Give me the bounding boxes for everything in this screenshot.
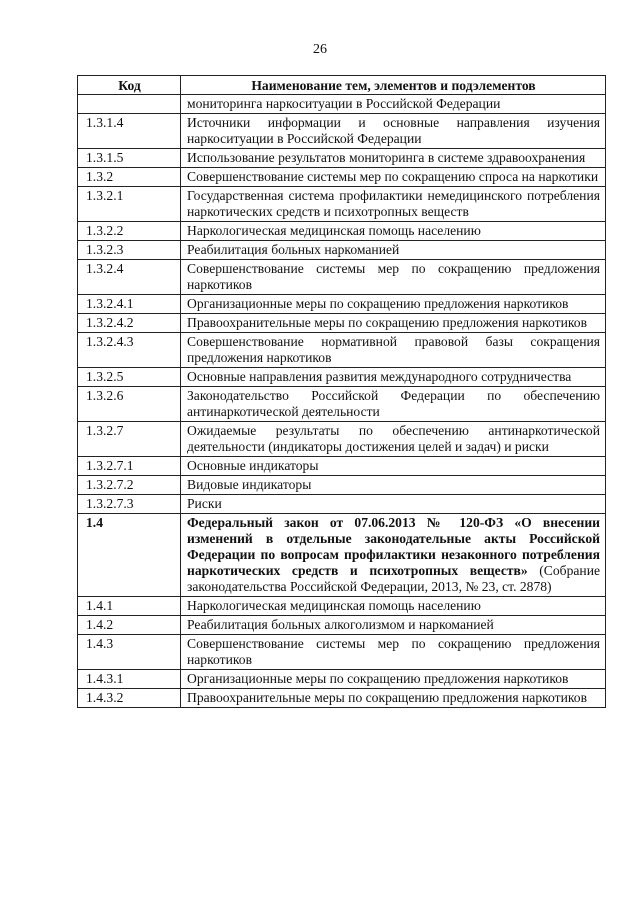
table-cell-code: 1.4 — [78, 514, 181, 597]
table-row — [78, 295, 606, 314]
table-cell-code: 1.3.2.7.3 — [78, 495, 181, 514]
law-source: (Собрание законодательства Российской Федерации, 2013, № 23, ст. 2878) — [187, 563, 601, 594]
table-cell-code: 1.3.2.4.1 — [78, 295, 181, 314]
table-cell-code: 1.3.1.5 — [78, 149, 181, 168]
table-cell-name: Видовые индикаторы — [181, 476, 606, 495]
table-cell-name: Риски — [181, 495, 606, 514]
table-row — [78, 616, 606, 635]
table-row — [78, 149, 606, 168]
table-row — [78, 168, 606, 187]
table-row — [78, 457, 606, 476]
table-cell-name — [181, 514, 606, 597]
table-row — [78, 260, 606, 295]
table-row — [78, 670, 606, 689]
table-cell-name: Совершенствование системы мер по сокращению спроса на наркотики — [181, 168, 606, 187]
table-cell-code: 1.3.2.7.2 — [78, 476, 181, 495]
table-cell-name: Реабилитация больных алкоголизмом и наркоманией — [181, 616, 606, 635]
table-cell-name: Реабилитация больных наркоманией — [181, 241, 606, 260]
table-row — [78, 114, 606, 149]
table-cell-name: Правоохранительные меры по сокращению предложения наркотиков — [181, 689, 606, 708]
table-cell-code: 1.4.3.1 — [78, 670, 181, 689]
table-cell-name: Основные направления развития международного сотрудничества — [181, 368, 606, 387]
table-cell-code: 1.4.1 — [78, 597, 181, 616]
law-row — [78, 514, 606, 597]
table-cell-code: 1.3.2.4.3 — [78, 333, 181, 368]
table-cell-code: 1.4.2 — [78, 616, 181, 635]
table-cell-name: Правоохранительные меры по сокращению предложения наркотиков — [181, 314, 606, 333]
table-row — [78, 333, 606, 368]
name-column-header: Наименование тем, элементов и подэлементов — [181, 76, 606, 95]
table-cell-name: Основные индикаторы — [181, 457, 606, 476]
table-row — [78, 597, 606, 616]
table-cell-name: Законодательство Российской Федерации по обеспечению антинаркотической деятельности — [181, 387, 606, 422]
table-cell-code: 1.4.3 — [78, 635, 181, 670]
code-column-header: Код — [78, 76, 181, 95]
table-cell-code — [78, 95, 181, 114]
table-row — [78, 368, 606, 387]
table-row — [78, 187, 606, 222]
table-row — [78, 476, 606, 495]
topics-table — [77, 75, 606, 708]
table-cell-name: Совершенствование системы мер по сокращению предложения наркотиков — [181, 635, 606, 670]
table-cell-code: 1.3.1.4 — [78, 114, 181, 149]
table-cell-code: 1.3.2.4 — [78, 260, 181, 295]
table-header-row — [78, 76, 606, 95]
table-cell-code: 1.4.3.2 — [78, 689, 181, 708]
table-cell-name: Организационные меры по сокращению предложения наркотиков — [181, 670, 606, 689]
table-cell-name: Использование результатов мониторинга в системе здравоохранения — [181, 149, 606, 168]
table-cell-name: Наркологическая медицинская помощь населению — [181, 597, 606, 616]
law-title: Федеральный закон от 07.06.2013 № 120-ФЗ «О внесении изменений в отдельные законодательные акты Российской Федерации по вопросам профилактики незаконного потребления наркотических средств и психотропных веществ» — [187, 515, 600, 578]
table-cell-name: Ожидаемые результаты по обеспечению антинаркотической деятельности (индикаторы достижения целей и задач) и риски — [181, 422, 606, 457]
table-row — [78, 635, 606, 670]
table-cell-code: 1.3.2.6 — [78, 387, 181, 422]
table-cell-name: Совершенствование системы мер по сокращению предложения наркотиков — [181, 260, 606, 295]
table-cell-code: 1.3.2.4.2 — [78, 314, 181, 333]
table-cell-code: 1.3.2.1 — [78, 187, 181, 222]
continuation-row — [78, 95, 606, 114]
table-cell-code: 1.3.2.2 — [78, 222, 181, 241]
table-cell-name: Совершенствование нормативной правовой базы сокращения предложения наркотиков — [181, 333, 606, 368]
table-cell-code: 1.3.2.3 — [78, 241, 181, 260]
table-cell-name: Государственная система профилактики немедицинского потребления наркотических средств и психотропных веществ — [181, 187, 606, 222]
table-cell-code: 1.3.2.7 — [78, 422, 181, 457]
table-cell-code: 1.3.2.5 — [78, 368, 181, 387]
table-row — [78, 495, 606, 514]
table-cell-code: 1.3.2.7.1 — [78, 457, 181, 476]
table-cell-code: 1.3.2 — [78, 168, 181, 187]
table-row — [78, 689, 606, 708]
table-cell-name: мониторинга наркоситуации в Российской Федерации — [181, 95, 606, 114]
table-cell-name: Источники информации и основные направления изучения наркоситуации в Российской Федерации — [181, 114, 606, 149]
table-row — [78, 241, 606, 260]
table-cell-name: Организационные меры по сокращению предложения наркотиков — [181, 295, 606, 314]
table-row — [78, 422, 606, 457]
table-row — [78, 222, 606, 241]
table-cell-name: Наркологическая медицинская помощь населению — [181, 222, 606, 241]
table-row — [78, 387, 606, 422]
page-number: 26 — [313, 42, 327, 57]
table-row — [78, 314, 606, 333]
